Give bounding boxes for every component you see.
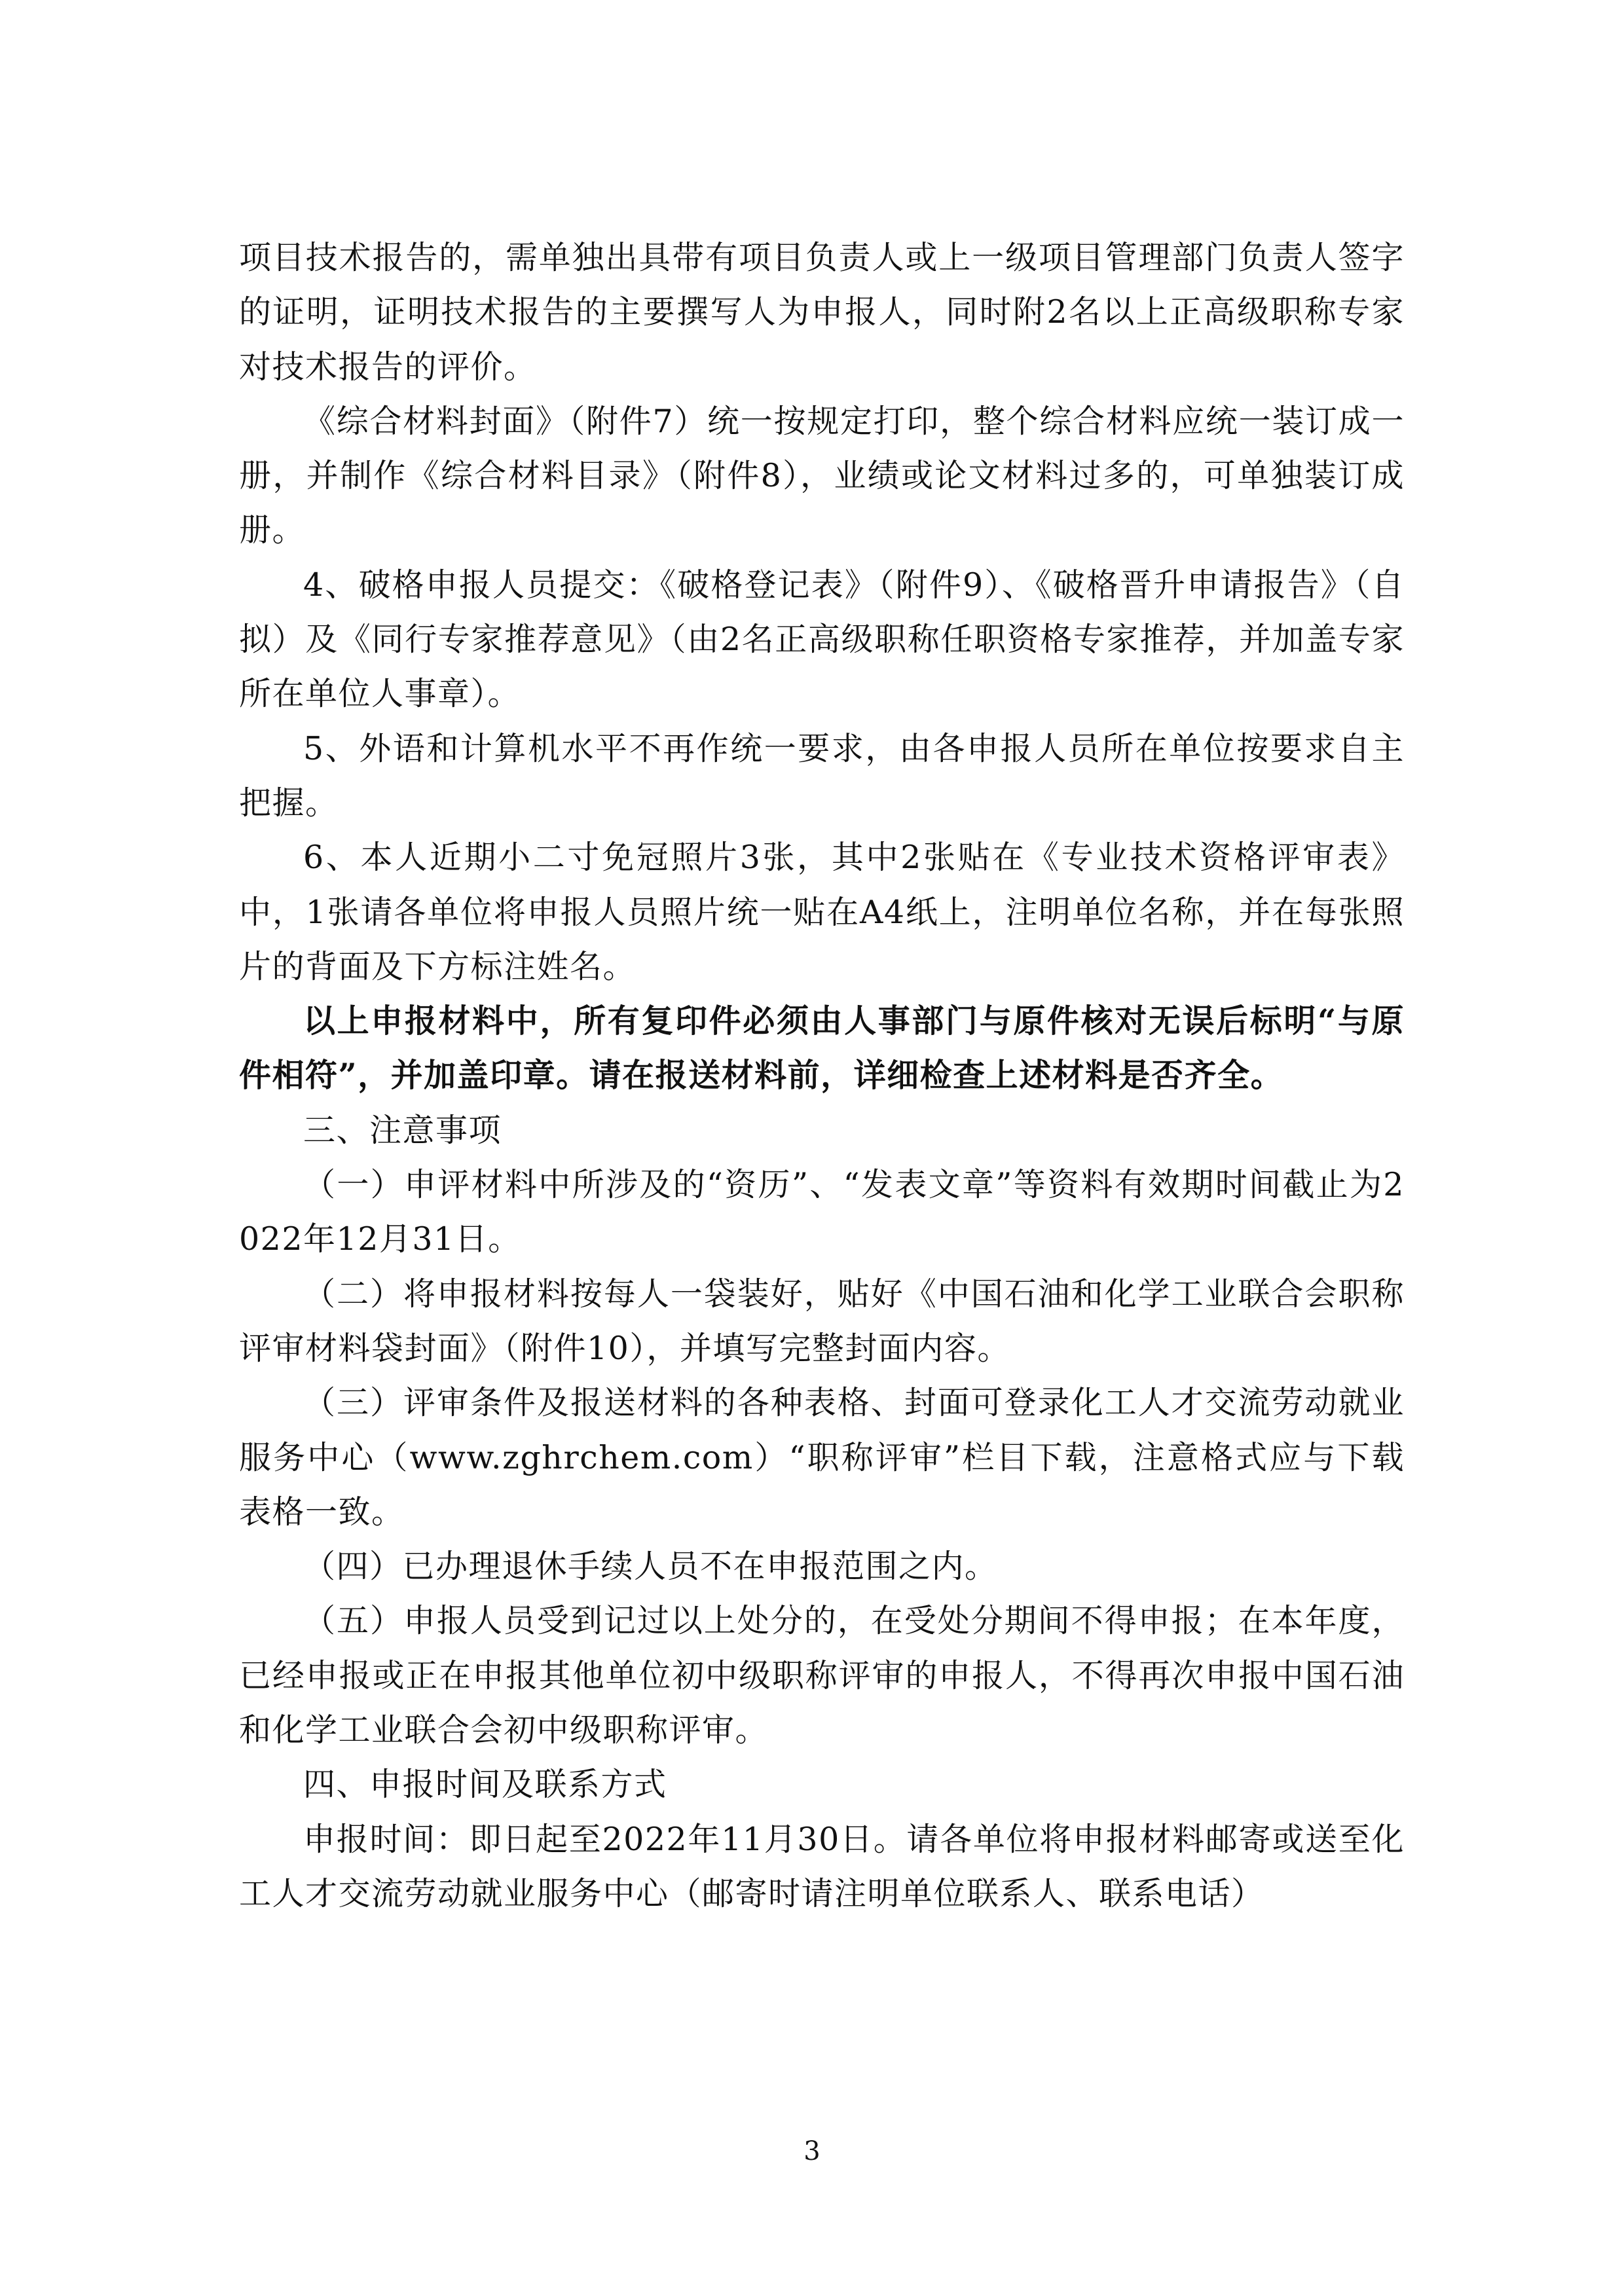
paragraph-application-time: 申报时间：即日起至2022年11月30日。请各单位将申报材料邮寄或送至化工人才交流劳动就业服务中心（邮寄时请注明单位联系人、联系电话） — [239, 1820, 1405, 1912]
heading-schedule-contact: 四、申报时间及联系方式 — [303, 1766, 667, 1804]
paragraph-photos: 6、本人近期小二寸免冠照片3张，其中2张贴在《专业技术资格评审表》中，1张请各单位将申报人员照片统一贴在A4纸上，注明单位名称，并在每张照片的背面及下方标注姓名。 — [239, 839, 1405, 985]
note-item-3: （三）评审条件及报送材料的各种表格、封面可登录化工人才交流劳动就业服务中心（www.zghrchem.com）“职称评审”栏目下载，注意格式应与下载表格一致。 — [239, 1384, 1405, 1531]
page-number: 3 — [803, 2136, 821, 2166]
note-item-2: （二）将申报材料按每人一袋装好，贴好《中国石油和化学工业联合会职称评审材料袋封面》（附件10），并填写完整封面内容。 — [239, 1275, 1405, 1367]
paragraph-comprehensive-cover: 《综合材料封面》（附件7）统一按规定打印，整个综合材料应统一装订成一册，并制作《综合材料目录》（附件8），业绩或论文材料过多的，可单独装订成册。 — [239, 402, 1405, 549]
paragraph-report-proof: 项目技术报告的，需单独出具带有项目负责人或上一级项目管理部门负责人签字的证明，证明技术报告的主要撰写人为申报人，同时附2名以上正高级职称专家对技术报告的评价。 — [239, 239, 1405, 386]
document-body — [239, 230, 1405, 1921]
note-item-1: （一）申评材料中所涉及的“资历”、“发表文章”等资料有效期时间截止为2022年12月31日。 — [239, 1166, 1405, 1258]
paragraph-language-computer: 5、外语和计算机水平不再作统一要求，由各申报人员所在单位按要求自主把握。 — [239, 729, 1405, 822]
paragraph-exceptional-application: 4、破格申报人员提交：《破格登记表》（附件9）、《破格晋升申请报告》（自拟）及《同行专家推荐意见》（由2名正高级职称任职资格专家推荐，并加盖专家所在单位人事章）。 — [239, 566, 1405, 713]
paragraph-copy-verification: 以上申报材料中，所有复印件必须由人事部门与原件核对无误后标明“与原件相符”，并加盖印章。请在报送材料前，详细检查上述材料是否齐全。 — [239, 1002, 1405, 1095]
heading-notes: 三、注意事项 — [303, 1111, 502, 1149]
note-item-5: （五）申报人员受到记过以上处分的，在受处分期间不得申报；在本年度，已经申报或正在申报其他单位初中级职称评审的申报人，不得再次申报中国石油和化学工业联合会初中级职称评审。 — [239, 1602, 1405, 1749]
note-item-4: （四）已办理退休手续人员不在申报范围之内。 — [303, 1548, 998, 1586]
